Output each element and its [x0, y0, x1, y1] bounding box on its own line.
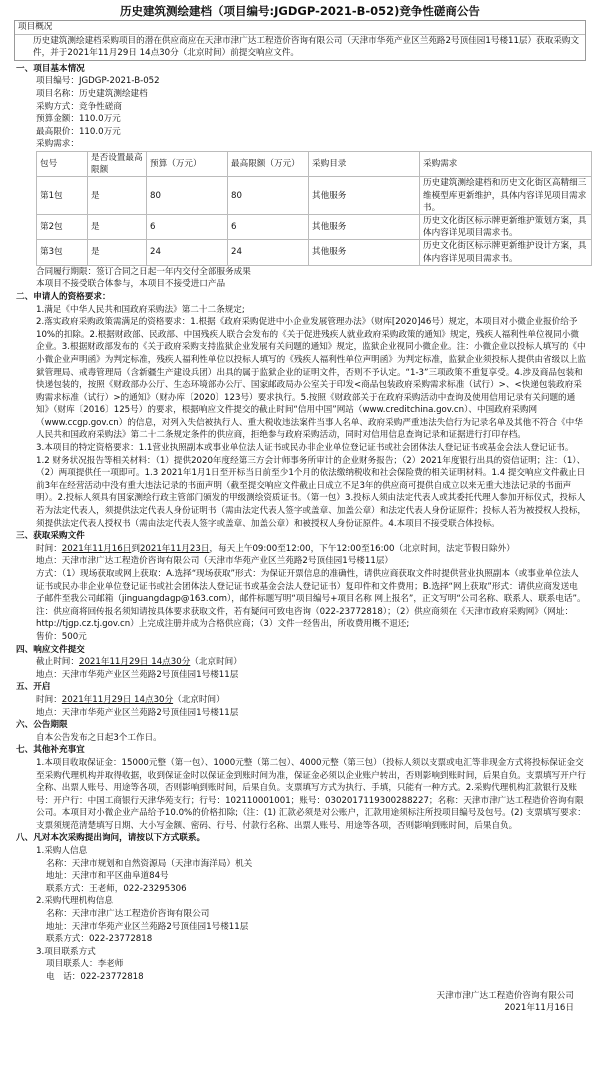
- table-cell: 是: [88, 240, 147, 265]
- page-title: 历史建筑测绘建档（项目编号:JGDGP-2021-B-052)竞争性磋商公告: [120, 4, 480, 18]
- obtain-price: 售价：500元: [36, 631, 87, 642]
- deposit-note: （注：(1) 汇款必须是对公账户，汇款用途须标注所投项目编号及包号。(2) 支票填写要求：支票须规范清楚填写日期、大小写金额、密码、行号、付款行名称、出票人账号、用途等各项，否则影响到账时间，后果自负。: [36, 808, 586, 831]
- table-row: [37, 214, 592, 239]
- obtain-time: [14, 543, 586, 556]
- table-cell: 24: [147, 240, 228, 265]
- package-table: [36, 151, 592, 266]
- table-cell: 历史文化街区标示牌更新维护策划方案，具体内容详见项目需求书。: [420, 214, 592, 239]
- col-header: 包号: [37, 151, 88, 176]
- contract-period: 合同履行期限：签订合同之日起一年内交付全部服务成果: [36, 266, 251, 277]
- table-cell: 历史文化街区标示牌更新维护设计方案，具体内容详见项目需求书。: [420, 240, 592, 265]
- section-1-after: [14, 266, 586, 291]
- qualification-3: 3.本项目的特定资格要求：1.1营业执照副本或事业单位法人证书或民办非企业单位登记证书或社会团体法人登记证书或基金会法人登记证书。1.2 财务状况报告等相关材料：（1）提供2020年度经第三方会计师事务所审计的企业财务报告；（2）2021年度银行出具的资信证明；注：（1）、（2）两项提供任一项即可。1.3 2021年1月1日至开标当日前至少1个月的依法缴纳税收和社会保险费的相关证明材料。1.4 提交响应文件截止日前3年在经营活动中没有重大违法记录的书面声明（截至提交响应文件截止日成立不足3年的供应商可提供自成立以来无重大违法记录的书面声明）。2.投标人须具有国家测绘行政主管部门颁发的甲级测绘资质证书。（第一包）3.投标人须由法定代表人或其委托代理人参加开标仪式，投标人若为法定代表人，须提供法定代表人身份证明书（需由法定代表人签字或盖章、加盖公章）和法定代表人身份证原件；投标人若为被授权人投标，须提供法定代表人授权书（需由法定代表人签字或盖章、加盖公章）和被授权人身份证原件。4.本项目不接受联合体投标。: [36, 443, 587, 529]
- consortium-note: 本项目不接受联合体参与，本项目不接受进口产品: [36, 279, 226, 290]
- table-cell: 是: [88, 177, 147, 215]
- overview-heading: 项目概况: [15, 21, 585, 35]
- col-header: 采购需求: [420, 151, 592, 176]
- purchaser-title: 1.采购人信息: [36, 846, 88, 857]
- signature-block: [14, 990, 586, 1015]
- agency-name: 名称：天津市津广达工程造价咨询有限公司: [46, 909, 210, 920]
- section-7-heading: 七、其他补充事宜: [16, 745, 85, 756]
- col-header: 采购目录: [309, 151, 420, 176]
- qualification-2: 2.落实政府采购政策需满足的资格要求：1.根据《政府采购促进中小企业发展管理办法》（财库[2020]46号）规定，本项目对小微企业报价给予10%的扣除。2.根据财政部、民政部、中国残疾人联合会发布的《关于促进残疾人就业政府采购政策的通知》规定，残疾人福利性单位视同小微企业。3.根据财政部发布的《关于政府采购支持监狱企业发展有关问题的通知》规定，监狱企业视同小微企业。注：小微企业以投标人填写的《中小微企业声明函》为判定标准，残疾人福利性单位以投标人填写的《残疾人福利性单位声明函》为判定标准，监狱企业须投标人提供由省级以上监狱管理局、戒毒管理局（含新疆生产建设兵团）出具的属于监狱企业的证明文件，否则不予认定。“1-3”三项政策不重复享受。4.涉及商品包装和快递包装的，按照《财政部办公厅、生态环境部办公厅、国家邮政局办公室关于印发<商品包装政府采购需求标准（试行）>、<快递包装政府采购需求标准（试行）>的通知》（财办库〔2020〕123号）要求执行。5.按照《财政部关于在政府采购活动中查询及使用信用记录有关问题的通知》（财库〔2016〕125号）的要求，根据响应文件提交的截止时间“信用中国”网站（www.creditchina.gov.cn）、中国政府采购网（www.ccgp.gov.cn）的信息，对列入失信被执行人、重大税收违法案件当事人名单、政府采购严重违法失信行为记录名单及其他不符合《中华人民共和国政府采购法》第二十二条规定条件的供应商，拒绝参与政府采购活动，同时对信用信息查询记录和证据进行打印存档。: [36, 317, 587, 441]
- notice-period: 自本公告发布之日起3个工作日。: [36, 732, 162, 743]
- obtain-time-prefix: 时间：: [36, 543, 62, 554]
- contact-info: [14, 845, 586, 984]
- max-price: 最高限价：110.0万元: [36, 126, 121, 137]
- agency-title: 2.采购代理机构信息: [36, 896, 113, 907]
- obtain-time-end: 2021年11月23日: [139, 543, 210, 554]
- table-cell: 24: [228, 240, 309, 265]
- section-4-heading: 四、响应文件提交: [16, 644, 85, 655]
- table-cell: 6: [228, 214, 309, 239]
- table-cell: 其他服务: [309, 177, 420, 215]
- project-name: 项目名称：历史建筑测绘建档: [36, 88, 148, 99]
- deadline-value: 2021年11月29日 14点30分: [78, 657, 191, 668]
- table-cell: 80: [228, 177, 309, 215]
- purchaser-contact: 联系方式：王老师，022-23295306: [46, 883, 187, 894]
- purchaser-name: 名称：天津市规划和自然资源局（天津市海洋局）机关: [46, 858, 253, 869]
- obtain-place: 地点：天津市津广达工程造价咨询有限公司（天津市华苑产业区兰苑路2号顶佳园1号楼11层）: [36, 556, 394, 567]
- overview-text: 历史建筑测绘建档采购项目的潜在供应商应在天津市津广达工程造价咨询有限公司（天津市华苑产业区兰苑路2号顶佳园1号楼11层）获取采购文件，并于2021年11月29日 14点30分（北京时间）前提交响应文件。: [33, 35, 580, 59]
- section-1-heading: 一、项目基本情况: [16, 63, 85, 74]
- opening-time: [14, 694, 586, 707]
- project-number: 项目编号：JGDGP-2021-B-052: [36, 76, 160, 87]
- col-header: 最高限额（万元）: [228, 151, 309, 176]
- table-row: [37, 240, 592, 265]
- submit-deadline: [14, 656, 586, 669]
- table-cell: 其他服务: [309, 240, 420, 265]
- qualification-1: 1.满足《中华人民共和国政府采购法》第二十二条规定;: [36, 304, 245, 315]
- opening-time-suffix: （北京时间）: [173, 694, 225, 705]
- requirements-label: 采购需求：: [36, 139, 79, 150]
- deadline-prefix: 截止时间：: [36, 657, 79, 668]
- table-cell: 历史建筑测绘建档和历史文化街区高精细三维模型库更新维护，具体内容详见项目需求书。: [420, 177, 592, 215]
- table-cell: 是: [88, 214, 147, 239]
- table-cell: 第3包: [37, 240, 88, 265]
- section-1-lines: [14, 75, 586, 151]
- table-row: [37, 177, 592, 215]
- obtain-time-to: 到: [131, 543, 140, 554]
- project-contact-person: 项目联系人：李老师: [46, 959, 124, 970]
- signature-org: 天津市津广达工程造价咨询有限公司: [436, 990, 574, 1001]
- opening-place: 地点：天津市华苑产业区兰苑路2号顶佳园1号楼11层: [36, 707, 239, 718]
- supplementary-note: [14, 757, 586, 833]
- table-cell: 其他服务: [309, 214, 420, 239]
- table-header-row: [37, 151, 592, 176]
- section-8-heading: 八、凡对本次采购提出询问，请按以下方式联系。: [16, 833, 206, 844]
- obtain-method: 方式：（1）现场获取或网上获取：A.选择“现场获取”形式：为保证开票信息的准确性，请供应商获取文件时提供营业执照副本（或事业单位法人证书或民办非企业单位登记证书或社会团体法人登记证书或基金会法人登记证书）复印件和文件费用；B.选择“网上获取”形式：请供应商发送电子邮件至我公司邮箱（jinguangdagp@163.com），邮件标题写明“项目编号+项目名称 网上报名”，正文写明“公司名称、联系人、联系电话”。注：供应商将回传报名须知请按具体要求获取文件，若有疑问可致电咨询（022-23772818）；（2）供应商须在《天津市政府采购网》（网址：http://tjgp.cz.tj.gov.cn）上完成注册并成为合格供应商；（3）文件一经售出，所收费用概不退还;: [36, 569, 586, 630]
- table-cell: 80: [147, 177, 228, 215]
- col-header: 是否设置最高限额: [88, 151, 147, 176]
- overview-box: [14, 20, 586, 61]
- table-cell: 第1包: [37, 177, 88, 215]
- deadline-suffix: （北京时间）: [190, 657, 242, 668]
- obtain-time-start: 2021年11月16日: [61, 543, 132, 554]
- section-3-heading: 三、获取采购文件: [16, 531, 85, 542]
- section-6-heading: 六、公告期限: [16, 720, 68, 731]
- table-cell: 6: [147, 214, 228, 239]
- obtain-time-suffix: ，每天上午09:00至12:00，下午12:00至16:00（北京时间，法定节假日除外）: [209, 543, 515, 554]
- project-contact-title: 3.项目联系方式: [36, 946, 96, 957]
- agency-address: 地址：天津市华苑产业区兰苑路2号顶佳园1号楼11层: [46, 921, 249, 932]
- col-header: 预算（万元）: [147, 151, 228, 176]
- section-5-heading: 五、开启: [16, 682, 51, 693]
- section-2-heading: 二、申请人的资格要求：: [16, 291, 111, 302]
- signature-date: 2021年11月16日: [504, 1003, 574, 1014]
- project-contact-phone: 电 话：022-23772818: [46, 972, 144, 983]
- opening-time-value: 2021年11月29日 14点30分: [61, 694, 174, 705]
- agency-contact: 联系方式：022-23772818: [46, 934, 153, 945]
- table-cell: 第2包: [37, 214, 88, 239]
- opening-time-prefix: 时间：: [36, 694, 62, 705]
- budget-amount: 预算金额：110.0万元: [36, 114, 121, 125]
- procurement-method: 采购方式：竞争性磋商: [36, 101, 122, 112]
- deposit-text: 1.本项目收取保证金：15000元整（第一包）、1000元整（第二包）、4000元整（第三包）（投标人须以支票或电汇等非现金方式将投标保证金交至采购代理机构并取得收据，收到保证金时以保证金到账时间为准，保证金必须以企业账户转出，否则影响到账时间，后果自负。支票填写开户行全称、出票人账号、用途等各项，否则影响到账时间，后果自负。支票填写方式为执行、手填，只能有一种方式。2.采购代理机构汇款银行及账号：开户行：中国工商银行天津华苑支行；行号：102110001001；账号：0302017119300288227；名称：天津市津广达工程造价咨询有限公司。本项目对小微企业产品给予10.0%的价格扣除;: [36, 757, 587, 819]
- submit-place: 地点：天津市华苑产业区兰苑路2号顶佳园1号楼11层: [36, 669, 239, 680]
- purchaser-address: 地址：天津市和平区曲阜道84号: [46, 871, 169, 882]
